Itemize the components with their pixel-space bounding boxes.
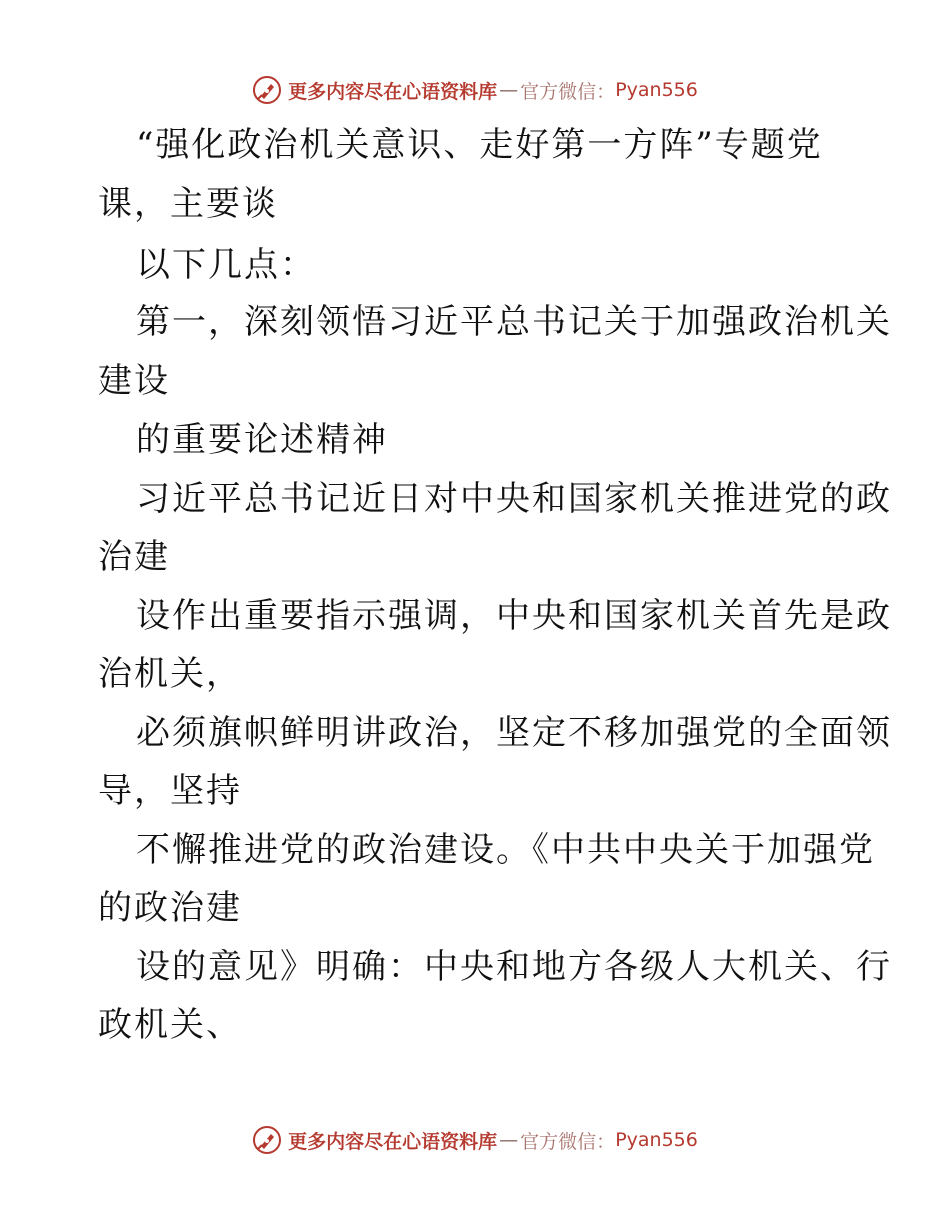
body-line: 设作出重要指示强调，中央和国家机关首先是政 xyxy=(136,596,892,636)
footer-watermark-banner xyxy=(0,1120,950,1160)
watermark-brand-text: 更多内容尽在心语资料库 xyxy=(288,1130,498,1153)
body-line: 必须旗帜鲜明讲政治，坚定不移加强党的全面领 xyxy=(136,713,892,753)
header-watermark-banner xyxy=(0,70,950,110)
body-line: 习近平总书记近日对中央和国家机关推进党的政 xyxy=(136,479,892,519)
body-line: 治建 xyxy=(98,537,170,577)
watermark-wechat-label: 官方微信： xyxy=(520,1130,616,1153)
body-line: “强化政治机关意识、走好第一方阵”专题党 xyxy=(136,125,823,165)
watermark-account: Pyan556 xyxy=(615,1129,698,1151)
body-line: 的重要论述精神 xyxy=(136,420,388,460)
watermark-dash: — xyxy=(499,1129,519,1151)
body-line: 建设 xyxy=(98,361,170,401)
body-line: 以下几点： xyxy=(136,245,316,285)
watermark-wechat-label: 官方微信： xyxy=(520,80,616,103)
watermark-account: Pyan556 xyxy=(615,79,698,101)
watermark-brand-text: 更多内容尽在心语资料库 xyxy=(288,80,498,103)
body-line: 政机关、 xyxy=(98,1005,242,1045)
body-line: 第一，深刻领悟习近平总书记关于加强政治机关 xyxy=(136,302,892,342)
body-line: 课，主要谈 xyxy=(98,184,278,224)
pen-nib-logo-icon xyxy=(252,1125,282,1155)
body-line: 的政治建 xyxy=(98,888,242,928)
body-line: 导，坚持 xyxy=(98,771,242,811)
watermark-dash: — xyxy=(499,79,519,101)
body-line: 不懈推进党的政治建设。《中共中央关于加强党 xyxy=(136,830,875,870)
pen-nib-logo-icon xyxy=(252,75,282,105)
body-line: 治机关， xyxy=(98,654,242,694)
body-line: 设的意见》明确：中央和地方各级人大机关、行 xyxy=(136,947,892,987)
